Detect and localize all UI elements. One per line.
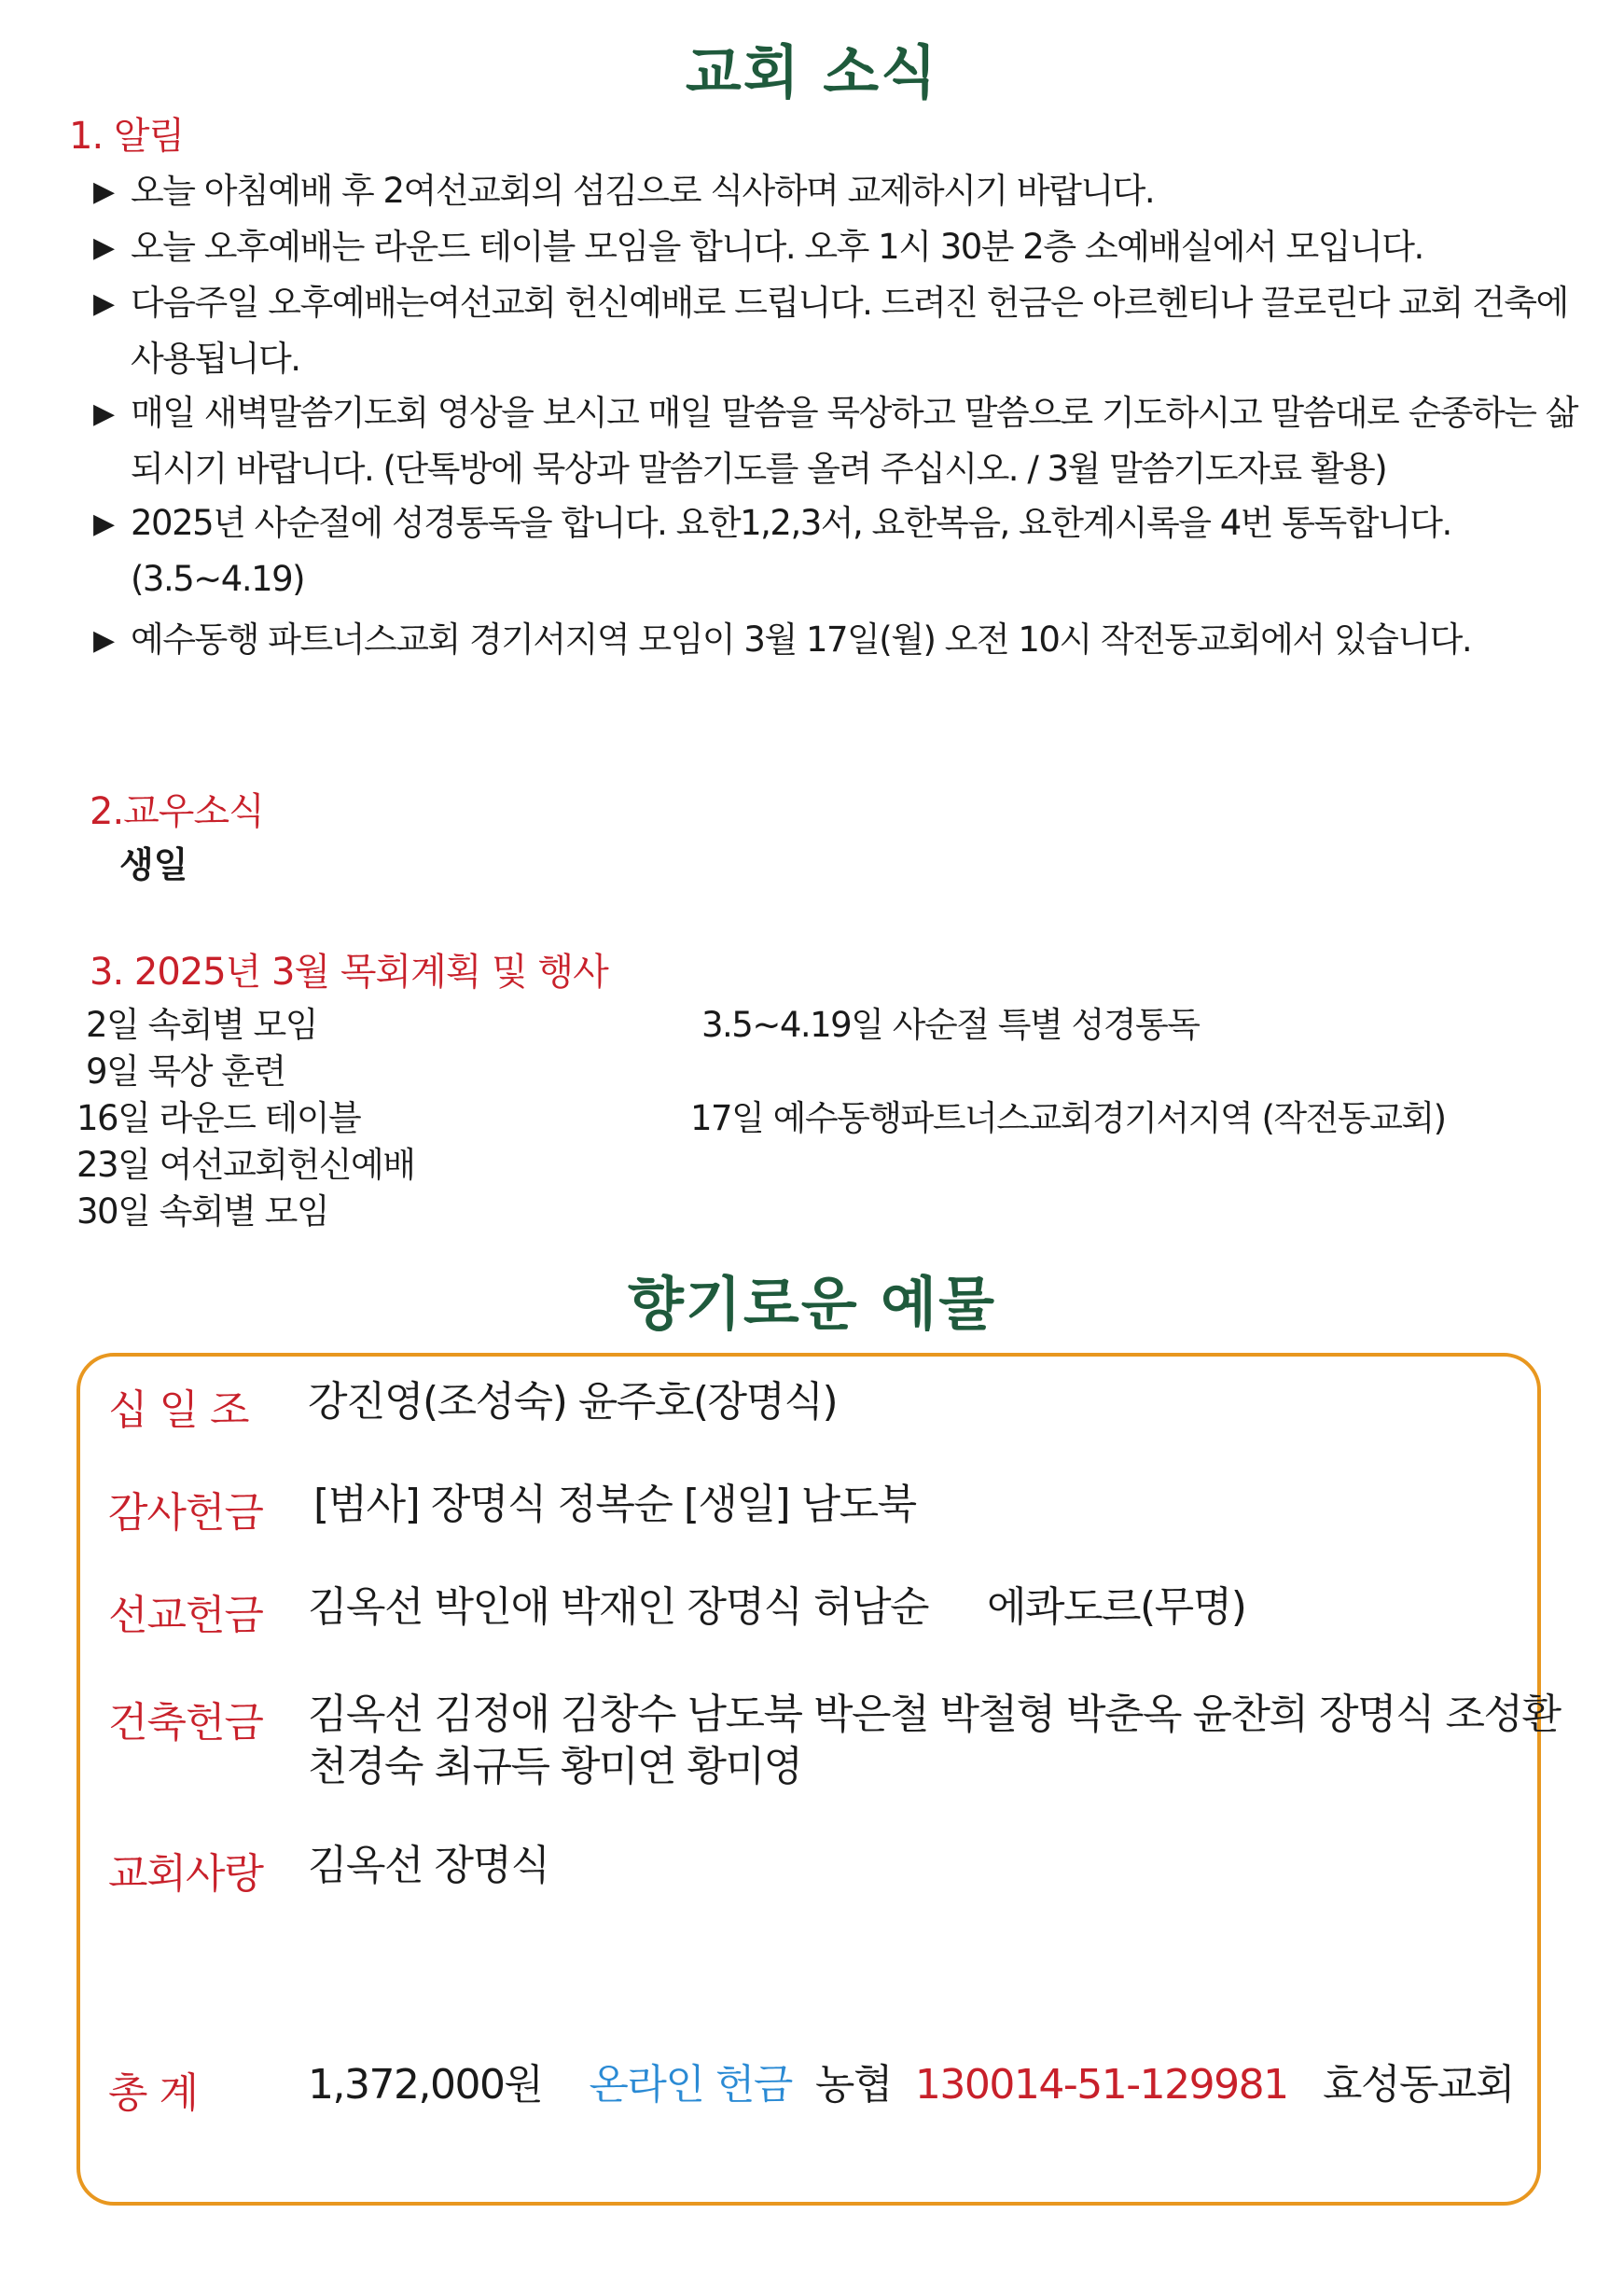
notice-item xyxy=(93,163,1586,219)
notice-item xyxy=(93,275,1586,386)
offering-value: 김옥선 박인애 박재인 장명식 허남순 xyxy=(308,1583,929,1631)
notice-text: 다음주일 오후예배는여선교회 헌신예배로 드립니다. 드려진 헌금은 아르헨티나 끌로린다 교회 건축에 사용됩니다. xyxy=(131,283,1568,379)
birthday-label: 생일 xyxy=(119,844,188,885)
notice-item xyxy=(93,385,1586,496)
notice-text: 오늘 아침예배 후 2여선교회의 섬김으로 식사하며 교제하시기 바랍니다. xyxy=(131,171,1155,211)
page-title: 교회 소식 xyxy=(685,38,939,106)
section-heading-notices: 1. 알림 xyxy=(69,115,185,158)
offering-value-extra: 에콰도르(무명) xyxy=(987,1583,1246,1631)
plan-item: 9일 묵상 훈련 xyxy=(86,1051,285,1092)
plan-item: 17일 예수동행파트너스교회경기서지역 (작전동교회) xyxy=(690,1098,1446,1138)
offering-value: 천경숙 최규득 황미연 황미영 xyxy=(308,1743,802,1790)
notice-text: 오늘 오후예배는 라운드 테이블 모임을 합니다. 오후 1시 30분 2층 소예배실에서 모입니다. xyxy=(131,227,1423,267)
section-heading-members: 2.교우소식 xyxy=(90,790,264,833)
offering-label: 십 일 조 xyxy=(108,1386,249,1434)
bullet-triangle-icon: ▶ xyxy=(93,508,114,540)
notice-text: 매일 새벽말씀기도회 영상을 보시고 매일 말씀을 묵상하고 말씀으로 기도하시고 말씀대로 순종하는 삶 되시기 바랍니다. (단톡방에 묵상과 말씀기도를 올려 주십시오. / 3월 말씀기도자료 활용) xyxy=(131,393,1578,489)
offering-label: 선교헌금 xyxy=(108,1592,264,1639)
offering-value: 김옥선 장명식 xyxy=(308,1842,549,1889)
offering-label: 교회사랑 xyxy=(108,1850,264,1898)
online-offering-label: 온라인 헌금 xyxy=(589,2061,792,2109)
notice-item xyxy=(93,219,1586,275)
account-number: 130014-51-129981 xyxy=(914,2061,1288,2109)
bullet-triangle-icon: ▶ xyxy=(93,175,114,208)
offering-title: 향기로운 예물 xyxy=(628,1270,996,1338)
offering-label: 건축헌금 xyxy=(108,1699,264,1747)
plan-item: 3.5~4.19일 사순절 특별 성경통독 xyxy=(701,1005,1200,1045)
total-amount: 1,372,000원 xyxy=(308,2061,543,2109)
notice-text: 예수동행 파트너스교회 경기서지역 모임이 3월 17일(월) 오전 10시 작전동교회에서 있습니다. xyxy=(131,619,1472,660)
total-line xyxy=(308,2059,1514,2111)
section-heading-plan: 3. 2025년 3월 목회계획 및 행사 xyxy=(90,951,608,994)
plan-item: 16일 라운드 테이블 xyxy=(76,1098,361,1138)
total-label: 총 계 xyxy=(108,2069,198,2117)
notice-item xyxy=(93,612,1586,668)
plan-item: 2일 속회별 모임 xyxy=(86,1005,318,1045)
notice-item xyxy=(93,495,1586,606)
plan-item: 30일 속회별 모임 xyxy=(76,1191,329,1232)
account-holder: 효성동교회 xyxy=(1323,2061,1515,2109)
plan-item: 23일 여선교회헌신예배 xyxy=(76,1145,415,1185)
offering-label: 감사헌금 xyxy=(108,1489,264,1537)
bullet-triangle-icon: ▶ xyxy=(93,287,114,320)
bank-name: 농협 xyxy=(814,2061,892,2109)
notice-text: 2025년 사순절에 성경통독을 합니다. 요한1,2,3서, 요한복음, 요한계시록을 4번 통독합니다. (3.5~4.19) xyxy=(131,503,1451,599)
offering-value: 김옥선 김정애 김창수 남도북 박은철 박철형 박춘옥 윤찬희 장명식 조성환 xyxy=(308,1691,1561,1738)
offering-value: 강진영(조성숙) 윤주호(장명식) xyxy=(308,1378,838,1426)
bullet-triangle-icon: ▶ xyxy=(93,397,114,430)
bullet-triangle-icon: ▶ xyxy=(93,231,114,264)
offering-value: [범사] 장명식 정복순 [생일] 남도북 xyxy=(313,1481,916,1528)
bullet-triangle-icon: ▶ xyxy=(93,624,114,657)
